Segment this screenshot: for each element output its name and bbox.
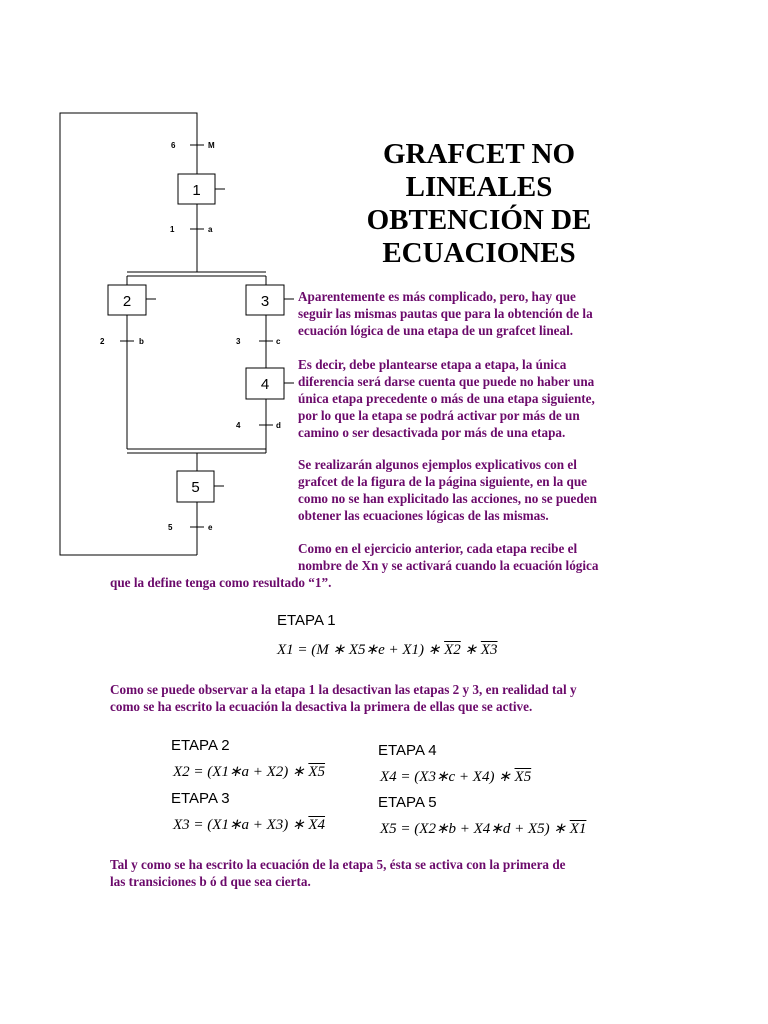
text-line: Tal y como se ha escrito la ecuación de la etapa 5, ésta se activa con la primera de <box>110 857 566 872</box>
title-line: ECUACIONES <box>382 237 576 269</box>
text-line: única etapa precedente o más de una etapa siguiente, <box>298 390 595 406</box>
step-label-4: 4 <box>260 376 270 393</box>
transition-condition-d: d <box>276 421 281 430</box>
negated-term: X1 <box>569 821 587 837</box>
text-line: Como en el ejercicio anterior, cada etapa recibe el <box>298 541 578 556</box>
transition-number-5: 5 <box>168 523 173 532</box>
step-label-2: 2 <box>122 293 132 310</box>
text-line: como no se han explicitado las acciones, no se pueden <box>298 490 597 506</box>
etapa-2-equation <box>173 762 325 781</box>
text-line: diferencia será darse cuenta que puede no haber una <box>298 373 595 389</box>
negated-term: X2 <box>444 642 461 658</box>
equation-body: X2 = (X1∗a + X2) ∗ <box>173 764 309 780</box>
transition-condition-a: a <box>208 225 213 234</box>
etapa-5-equation <box>380 819 586 838</box>
paragraph-explanation <box>298 357 595 442</box>
equation-operator: ∗ <box>460 642 481 658</box>
step-label-1: 1 <box>192 182 201 199</box>
negated-term: X3 <box>480 642 498 658</box>
transition-number-4: 4 <box>236 421 241 430</box>
paragraph-intro <box>298 289 593 340</box>
text-line: seguir las mismas pautas que para la obtención de la <box>298 305 593 321</box>
grafcet-diagram <box>0 0 300 560</box>
transition-condition-e: e <box>208 523 213 532</box>
text-line: grafcet de la figura de la página siguiente, en la que <box>298 473 588 489</box>
etapa-4-label: ETAPA 4 <box>378 742 437 759</box>
paragraph-etapa5-note <box>110 857 566 891</box>
text-line: Es decir, debe plantearse etapa a etapa, la única <box>298 357 567 372</box>
etapa-3-equation <box>173 815 325 834</box>
negated-term: X5 <box>514 769 532 785</box>
text-line: las transiciones b ó d que sea cierta. <box>110 873 311 889</box>
text-line: por lo que la etapa se podrá activar por más de un <box>298 407 580 423</box>
paragraph-naming <box>298 541 599 575</box>
etapa-1-label: ETAPA 1 <box>277 612 336 629</box>
transition-number-6: 6 <box>171 141 176 150</box>
etapa-3-label: ETAPA 3 <box>171 790 230 807</box>
title-line: OBTENCIÓN DE <box>366 204 592 236</box>
etapa-2-label: ETAPA 2 <box>171 737 230 754</box>
equation-body: X5 = (X2∗b + X4∗d + X5) ∗ <box>380 821 570 837</box>
text-line: como se ha escrito la ecuación la desactiva la primera de ellas que se active. <box>110 698 533 714</box>
paragraph-examples <box>298 457 597 525</box>
paragraph-observation <box>110 682 577 716</box>
page-title <box>330 138 628 270</box>
text-line: obtener las ecuaciones lógicas de las mismas. <box>298 507 549 523</box>
negated-term: X4 <box>308 817 326 833</box>
transition-number-3: 3 <box>236 337 241 346</box>
equation-body: X1 = (M ∗ X5∗e + X1) ∗ <box>277 642 445 658</box>
etapa-4-equation <box>380 767 531 786</box>
equation-body: X3 = (X1∗a + X3) ∗ <box>173 817 309 833</box>
title-line: GRAFCET NO <box>382 138 575 170</box>
text-line: que la define tenga como resultado “1”. <box>110 575 332 590</box>
transition-number-2: 2 <box>100 337 105 346</box>
step-label-3: 3 <box>260 293 270 310</box>
transition-condition-b: b <box>139 337 144 346</box>
title-line: LINEALES <box>405 171 553 203</box>
text-line: camino o ser desactivada por más de una etapa. <box>298 424 566 440</box>
text-line: Se realizarán algunos ejemplos explicativos con el <box>298 457 577 472</box>
text-line: ecuación lógica de una etapa de un grafcet lineal. <box>298 322 574 338</box>
etapa-5-label: ETAPA 5 <box>378 794 437 811</box>
transition-number-1: 1 <box>170 225 175 234</box>
transition-condition-m: M <box>208 141 215 150</box>
text-line: nombre de Xn y se activará cuando la ecuación lógica <box>298 557 599 573</box>
transition-condition-c: c <box>276 337 281 346</box>
paragraph-naming-end <box>110 575 331 592</box>
negated-term: X5 <box>308 764 326 780</box>
text-line: Aparentemente es más complicado, pero, hay que <box>298 289 576 304</box>
text-line: Como se puede observar a la etapa 1 la desactivan las etapas 2 y 3, en realidad tal y <box>110 682 577 697</box>
etapa-1-equation <box>277 640 498 659</box>
equation-body: X4 = (X3∗c + X4) ∗ <box>380 769 515 785</box>
step-label-5: 5 <box>191 479 200 496</box>
